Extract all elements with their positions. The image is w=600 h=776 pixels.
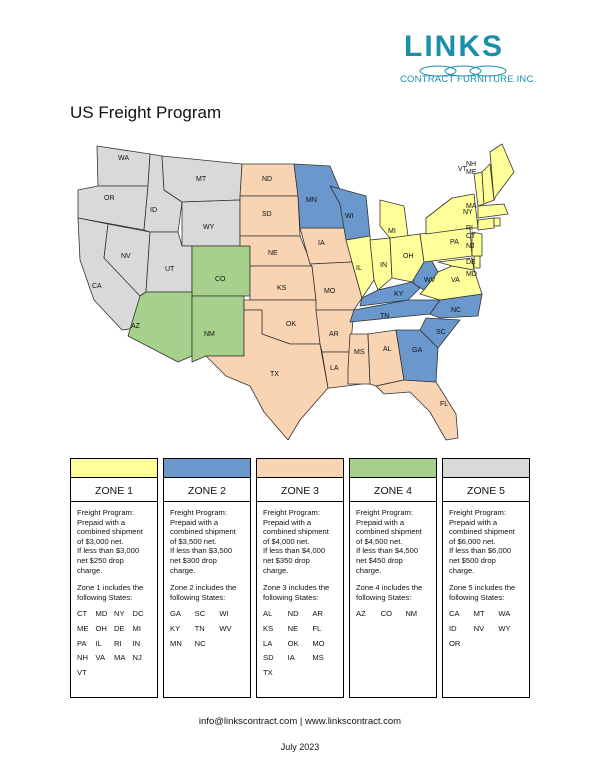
map-label-mo: MO (324, 288, 336, 295)
zone-5-includes: Zone 5 includes the following States: (449, 583, 516, 602)
map-label-az: AZ (131, 323, 140, 330)
state-ri (494, 218, 500, 226)
map-label-wa: WA (118, 155, 130, 162)
state-code: VA (95, 653, 106, 663)
state-code: CO (380, 609, 393, 619)
state-code: IN (132, 638, 141, 648)
state-code: IA (287, 653, 295, 663)
map-label-mn: MN (306, 197, 317, 204)
state-code: LA (263, 638, 273, 648)
state-code: NM (405, 609, 418, 619)
map-label-in: IN (380, 262, 387, 269)
map-label-co: CO (215, 276, 226, 283)
state-code: KY (170, 623, 181, 633)
map-label-nc: NC (451, 307, 462, 314)
state-wy (182, 200, 240, 246)
zone-1-drop: If less than $3,000 net $250 drop charge. (77, 546, 140, 575)
state-code: ID (449, 623, 457, 633)
state-code: WI (219, 609, 229, 619)
zone-1-card (70, 458, 158, 698)
zone-4-color-bar (350, 459, 436, 478)
state-ma (478, 204, 508, 218)
map-label-id: ID (150, 207, 157, 214)
map-label-ne: NE (268, 250, 278, 257)
map-label-mi: MI (388, 228, 396, 235)
zone-2-drop: If less than $3,500 net $300 drop charge. (170, 546, 233, 575)
logo-wordmark: LINKS (404, 30, 504, 63)
zone-5-states (449, 609, 523, 648)
state-code: FL (312, 623, 322, 633)
zone-1-includes: Zone 1 includes the following States: (77, 583, 144, 602)
state-code: MS (312, 653, 324, 663)
state-code: OH (95, 623, 107, 633)
zone-4-drop: If less than $4,500 net $450 drop charge. (356, 546, 419, 575)
zone-1-prepaid: Prepaid with a combined shipment of $3,000 net. (77, 517, 143, 546)
map-label-ri: RI (466, 225, 473, 232)
zone-table (70, 458, 529, 696)
state-ms (348, 334, 370, 384)
zone-5-program-label: Freight Program: (449, 508, 506, 517)
state-fl (376, 380, 458, 440)
state-me (490, 144, 514, 200)
map-label-wv: WV (424, 277, 436, 284)
state-code: NJ (132, 653, 142, 663)
state-ks (250, 266, 316, 300)
map-label-ma: MA (466, 203, 477, 210)
zone-3-prepaid: Prepaid with a combined shipment of $4,000 net. (263, 517, 329, 546)
state-code: AZ (356, 609, 366, 619)
zone-1-color-bar (71, 459, 157, 478)
state-code: MN (170, 638, 182, 648)
zone-4-program-label: Freight Program: (356, 508, 413, 517)
zone-2-card (163, 458, 251, 698)
zone-5-card (442, 458, 530, 698)
state-code: AR (312, 609, 323, 619)
state-code: IL (95, 638, 102, 648)
map-label-ct: CT (466, 233, 476, 240)
state-code: WY (498, 623, 511, 633)
zone-2-title: ZONE 2 (164, 478, 250, 502)
state-code: AL (263, 609, 273, 619)
state-nm (192, 296, 244, 362)
map-label-ky: KY (394, 291, 404, 298)
state-code: MD (95, 609, 108, 619)
company-logo (398, 30, 537, 94)
footer-date: July 2023 (280, 742, 320, 752)
zone-2-program-label: Freight Program: (170, 508, 227, 517)
map-label-oh: OH (403, 253, 414, 260)
map-label-mt: MT (196, 176, 207, 183)
state-wa (97, 146, 150, 186)
map-label-tx: TX (270, 371, 279, 378)
logo-subtitle: CONTRACT FURNITURE INC. (400, 74, 537, 85)
zone-1-states (77, 609, 151, 677)
map-label-sd: SD (262, 211, 272, 218)
zone-5-color-bar (443, 459, 529, 478)
map-label-or: OR (104, 195, 115, 202)
state-code: CA (449, 609, 460, 619)
page-title: US Freight Program (70, 103, 222, 122)
map-label-ar: AR (329, 331, 339, 338)
state-code: TX (263, 667, 273, 677)
state-code: NE (287, 623, 299, 633)
zone-3-card (256, 458, 344, 698)
zone-4-title: ZONE 4 (350, 478, 436, 502)
state-code: DC (132, 609, 144, 619)
zone-3-states (263, 609, 337, 677)
state-code: NY (114, 609, 125, 619)
map-label-vt: VT (458, 166, 467, 173)
state-code: SD (263, 653, 274, 663)
zone-3-title: ZONE 3 (257, 478, 343, 502)
state-code: SC (194, 609, 206, 619)
state-code: GA (170, 609, 181, 619)
state-code: MA (114, 653, 126, 663)
map-label-ca: CA (92, 283, 102, 290)
map-label-ia: IA (318, 240, 325, 247)
map-label-ks: KS (277, 285, 287, 292)
state-code: OR (449, 638, 461, 648)
map-label-fl: FL (440, 401, 449, 408)
map-label-me: ME (466, 169, 477, 176)
state-code: ND (287, 609, 299, 619)
zone-3-color-bar (257, 459, 343, 478)
zone-2-states (170, 609, 244, 648)
map-label-al: AL (383, 346, 392, 353)
zone-5-drop: If less than $6,000 net $500 drop charge. (449, 546, 512, 575)
state-code: WV (219, 623, 232, 633)
map-label-la: LA (330, 365, 339, 372)
state-code: NV (473, 623, 485, 633)
map-label-nv: NV (121, 253, 131, 260)
zone-5-title: ZONE 5 (443, 478, 529, 502)
map-label-nj: NJ (466, 243, 475, 250)
map-label-nm: NM (204, 331, 215, 338)
map-label-wy: WY (203, 224, 215, 231)
state-code: MO (312, 638, 325, 648)
map-label-wi: WI (345, 213, 354, 220)
zone-4-states (356, 609, 430, 619)
map-label-ut: UT (165, 266, 175, 273)
zone-4-includes: Zone 4 includes the following States: (356, 583, 423, 602)
state-code: NC (194, 638, 206, 648)
map-label-tn: TN (380, 313, 390, 320)
map-label-sc: SC (436, 329, 446, 336)
map-label-nd: ND (262, 176, 273, 183)
zone-4-prepaid: Prepaid with a combined shipment of $4,500 net. (356, 517, 422, 546)
state-code: NH (77, 653, 88, 663)
zone-4-card (349, 458, 437, 698)
state-code: WA (498, 609, 511, 619)
map-label-il: IL (356, 265, 362, 272)
zone-2-prepaid: Prepaid with a combined shipment of $3,500 net. (170, 517, 236, 546)
state-code: KS (263, 623, 274, 633)
zone-5-prepaid: Prepaid with a combined shipment of $6,000 net. (449, 517, 515, 546)
map-label-pa: PA (450, 239, 459, 246)
map-label-ga: GA (412, 347, 423, 354)
map-label-nh: NH (466, 161, 477, 168)
map-label-ny: NY (463, 209, 473, 216)
map-label-ok: OK (286, 321, 297, 328)
us-freight-zone-map (66, 132, 477, 448)
map-label-de: DE (466, 259, 476, 266)
state-code: MI (132, 623, 141, 633)
map-label-ms: MS (354, 349, 365, 356)
state-code: RI (114, 638, 122, 648)
state-code: VT (77, 667, 87, 677)
state-code: MT (473, 609, 485, 619)
zone-2-color-bar (164, 459, 250, 478)
zone-3-includes: Zone 3 includes the following States: (263, 583, 330, 602)
map-label-md: MD (466, 271, 477, 278)
state-co (192, 246, 250, 296)
zone-1-title: ZONE 1 (71, 478, 157, 502)
state-code: PA (77, 638, 87, 648)
state-ct (478, 218, 494, 230)
footer-contact: info@linkscontract.com | www.linkscontract.com (198, 716, 402, 727)
state-code: DE (114, 623, 125, 633)
zone-2-includes: Zone 2 includes the following States: (170, 583, 237, 602)
map-label-va: VA (451, 277, 460, 284)
state-code: CT (77, 609, 88, 619)
state-code: TN (194, 623, 205, 633)
zone-1-program-label: Freight Program: (77, 508, 134, 517)
zone-3-drop: If less than $4,000 net $350 drop charge. (263, 546, 326, 575)
state-code: ME (77, 623, 89, 633)
state-code: OK (287, 638, 299, 648)
zone-3-program-label: Freight Program: (263, 508, 320, 517)
